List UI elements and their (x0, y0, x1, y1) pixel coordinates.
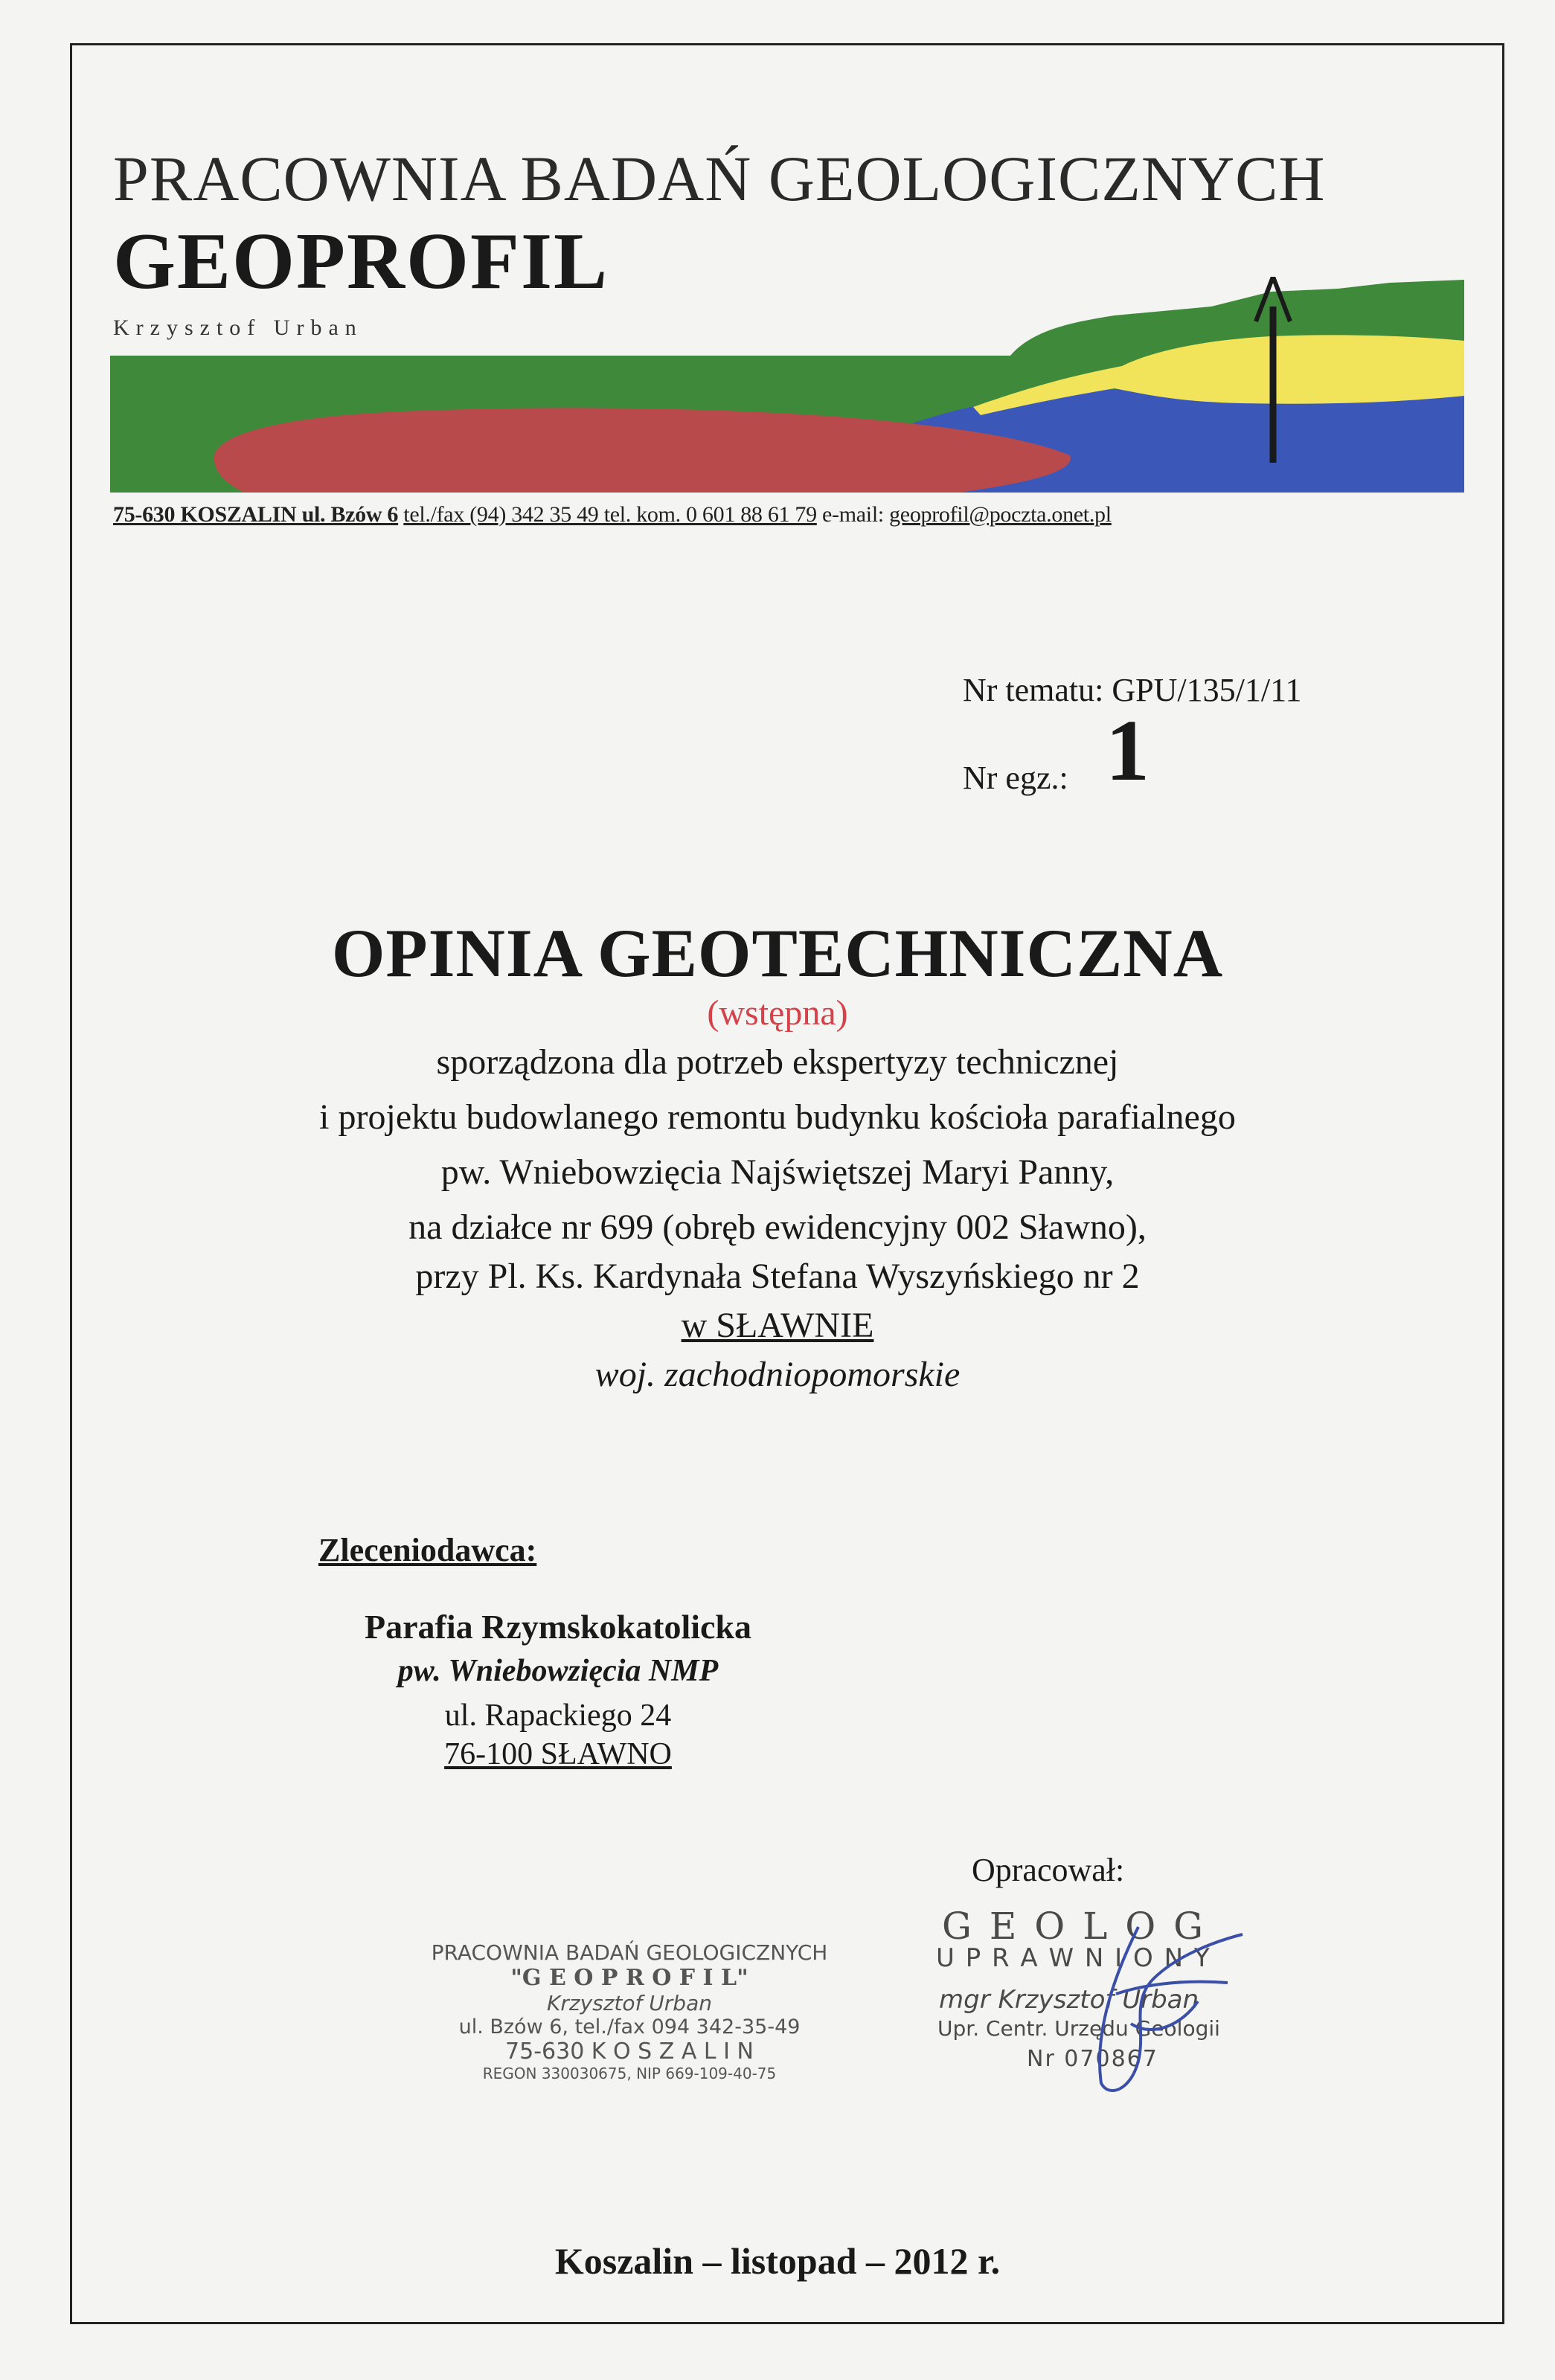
contact-address: 75-630 KOSZALIN ul. Bzów 6 (113, 502, 399, 527)
footer-place-date: Koszalin – listopad – 2012 r. (554, 2240, 1001, 2282)
stamp-city-line: 75-630 K O S Z A L I N (505, 2039, 754, 2065)
topic-value: GPU/135/1/11 (1112, 672, 1302, 708)
stamp-geolog: G E O L O G (942, 1905, 1207, 1948)
topic-label: Nr tematu: (963, 672, 1104, 708)
location-city-text: w SŁAWNIE (681, 1306, 874, 1345)
company-stamp (421, 1940, 838, 2082)
description-line-1: sporządzona dla potrzeb ekspertyzy technicznej (436, 1042, 1119, 1082)
stamp-brand-line: "G E O P R O F I L" (510, 1965, 748, 1991)
owner-name: Krzysztof Urban (113, 315, 363, 340)
description-line-2: i projektu budowlanego remontu budynku kościoła parafialnego (319, 1097, 1236, 1137)
client-street: ul. Rapackiego 24 (444, 1699, 672, 1733)
document-title: OPINIA GEOTECHNICZNA (331, 915, 1224, 991)
contact-line (113, 502, 1112, 527)
stamp-owner-line: Krzysztof Urban (547, 1991, 712, 2015)
lab-name: PRACOWNIA BADAŃ GEOLOGICZNYCH (113, 143, 1326, 214)
stamp-address-line: ul. Bzów 6, tel./fax 094 342-35-49 (458, 2015, 801, 2039)
geological-cross-section-logo (110, 277, 1464, 493)
client-subname: pw. Wniebowzięcia NMP (397, 1654, 719, 1688)
contact-email-label: e-mail: (822, 502, 884, 527)
stamp-office: Upr. Centr. Urzędu Geologii (937, 2016, 1220, 2041)
handwritten-signature (1004, 1912, 1257, 2105)
description-line-3: pw. Wniebowzięcia Najświętszej Maryi Panny, (440, 1152, 1115, 1192)
stamp-company-line: PRACOWNIA BADAŃ GEOLOGICZNYCH (431, 1940, 828, 1965)
client-city-text: 76-100 SŁAWNO (444, 1737, 672, 1771)
stamp-licensed: U P R A W N I O N Y (936, 1943, 1211, 1973)
copy-label: Nr egz.: (963, 760, 1068, 796)
stamp-regon-line: REGON 330030675, NIP 669-109-40-75 (482, 2065, 777, 2082)
copy-number-stamp: 1 (1106, 702, 1150, 799)
client-city (238, 1736, 878, 1772)
region: woj. zachodniopomorskie (594, 1355, 961, 1394)
description-line-5: przy Pl. Ks. Kardynała Stefana Wyszyńskiego nr 2 (415, 1257, 1140, 1296)
location-city (0, 1305, 1555, 1346)
stamp-license-number: Nr 070867 (1027, 2046, 1158, 2072)
client-header: Zleceniodawca: (318, 1532, 537, 1568)
document-subtitle: (wstępna) (707, 993, 848, 1033)
contact-email[interactable]: geoprofil@poczta.onet.pl (889, 502, 1112, 527)
client-name: Parafia Rzymskokatolicka (364, 1608, 751, 1646)
prepared-label: Opracował: (972, 1852, 1125, 1888)
description-line-4: na działce nr 699 (obręb ewidencyjny 002 Sławno), (408, 1207, 1147, 1247)
stamp-geologist-name: mgr Krzysztof Urban (939, 1985, 1199, 2015)
brand-name: GEOPROFIL (113, 217, 609, 306)
contact-phones: tel./fax (94) 342 35 49 tel. kom. 0 601 88 61 79 (403, 502, 817, 527)
